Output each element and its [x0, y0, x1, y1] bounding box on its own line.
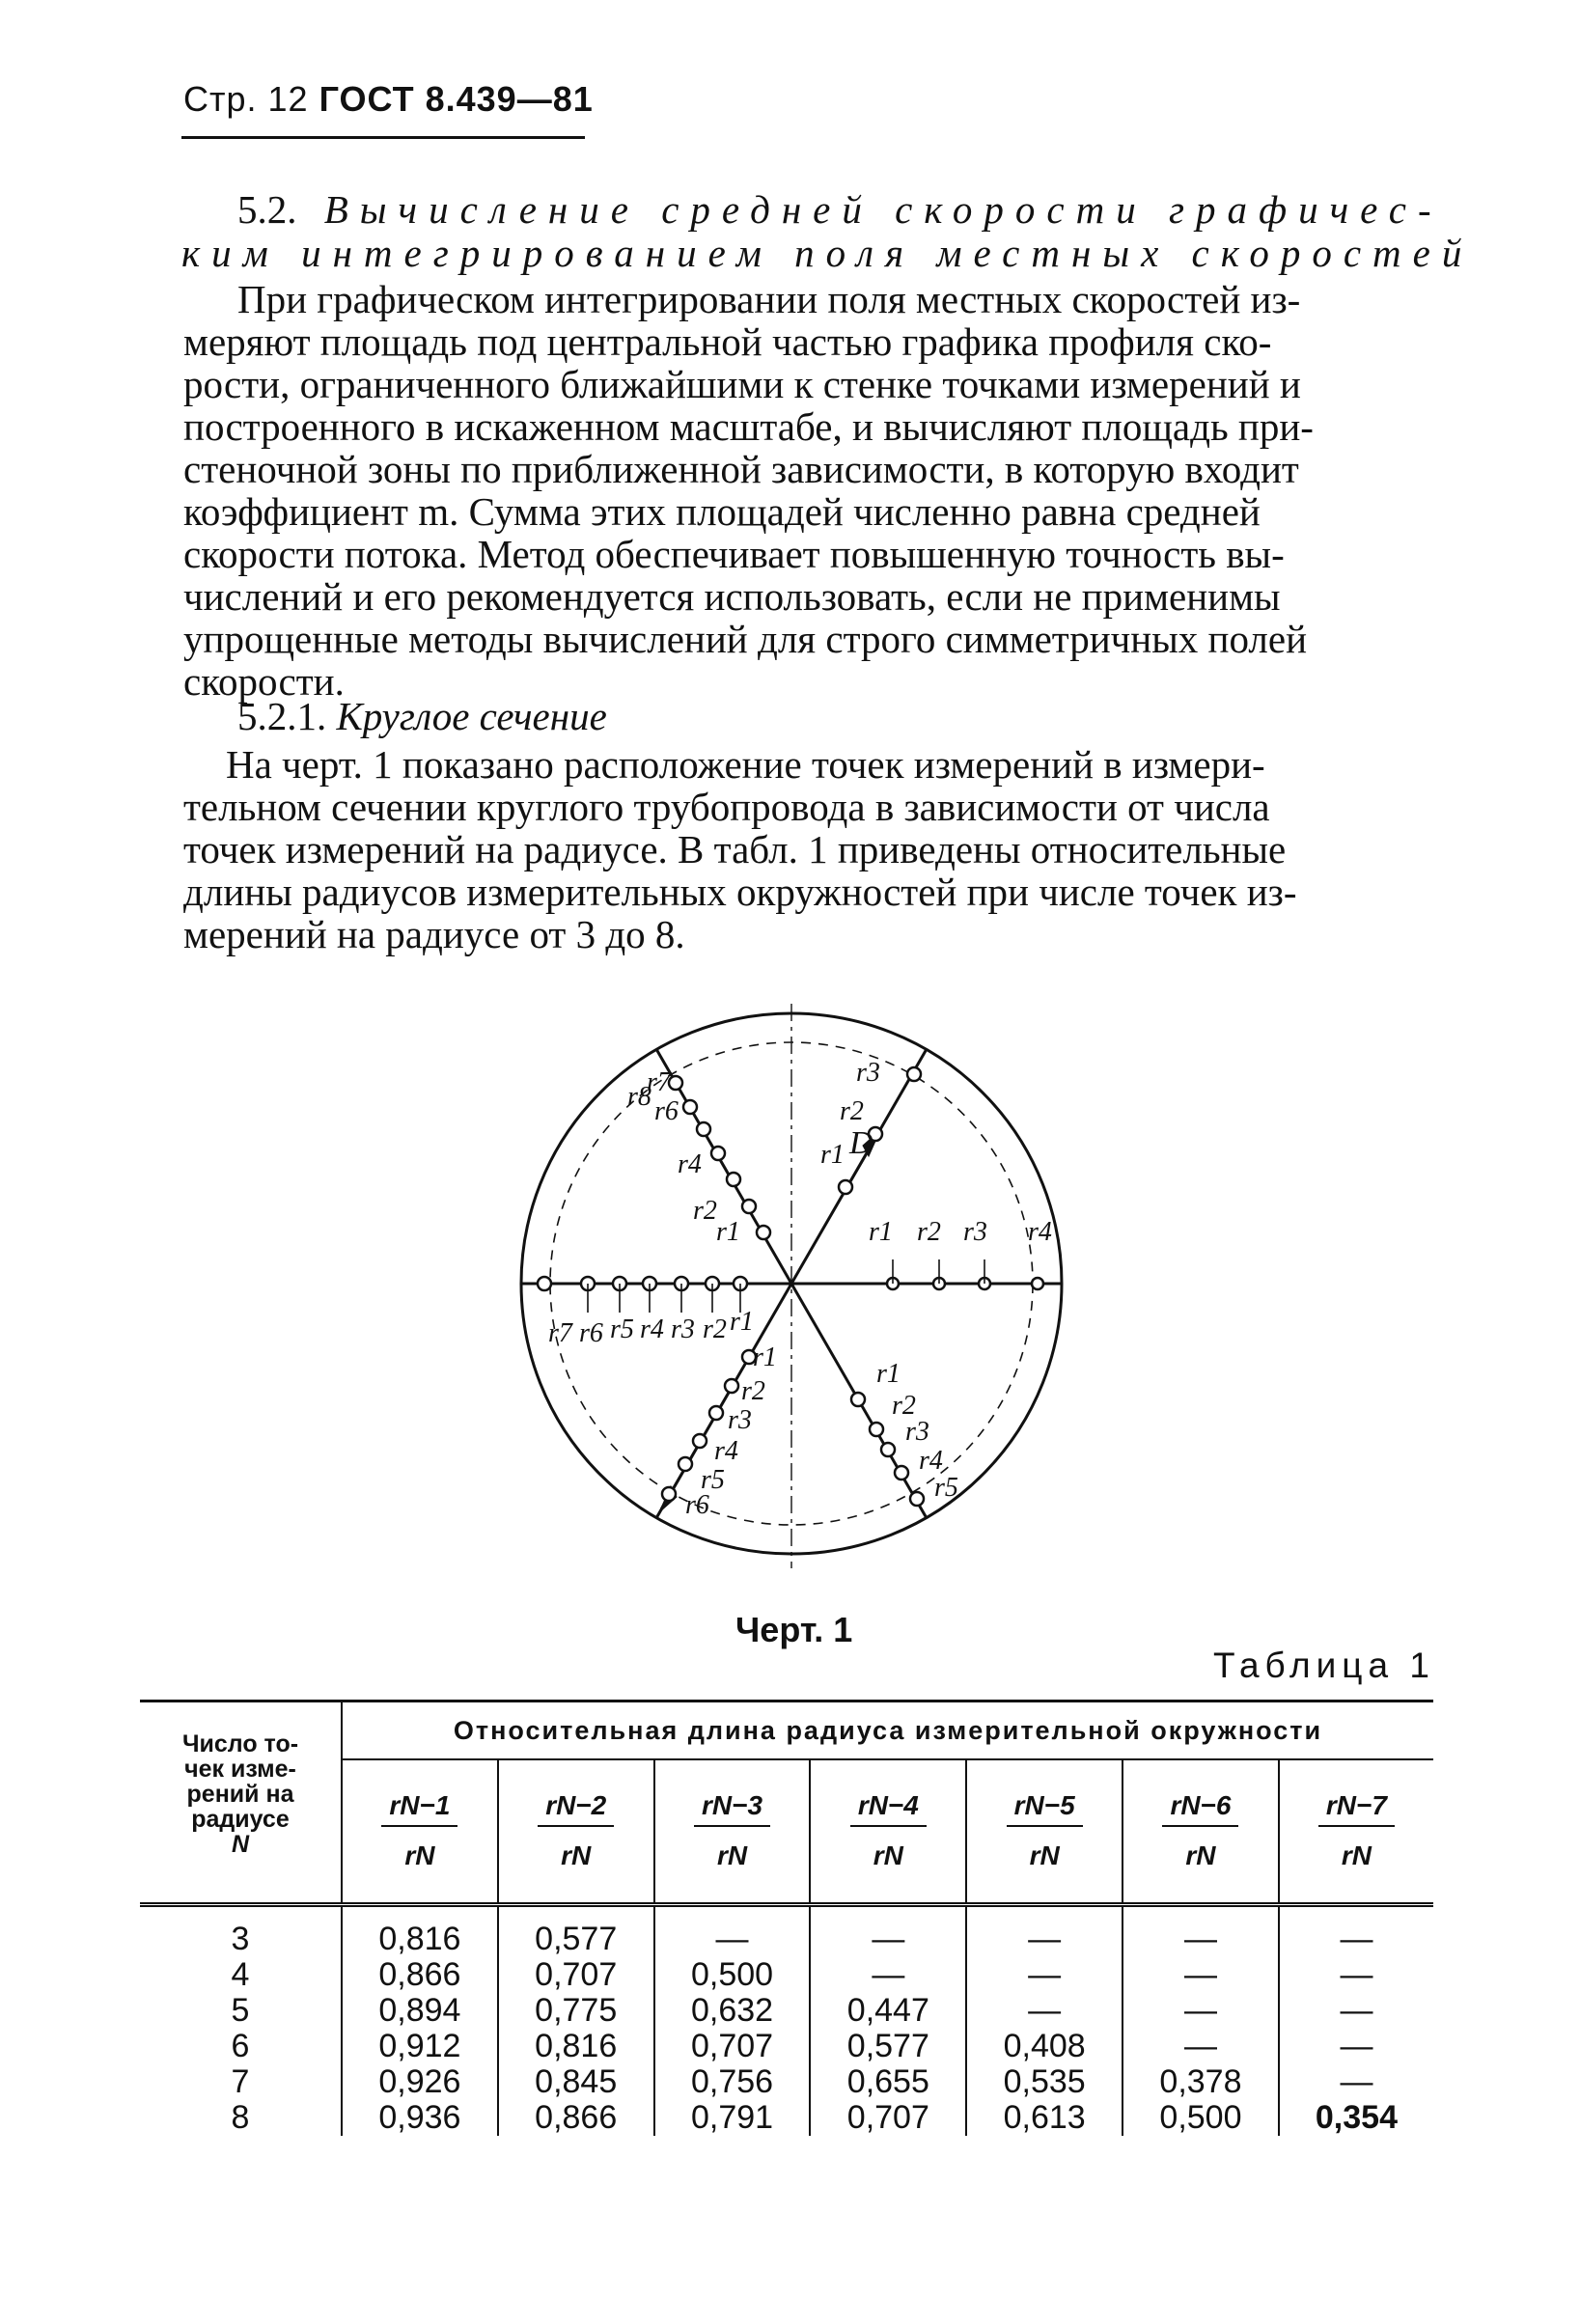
column-header	[342, 1759, 498, 1904]
table-cell: —	[810, 1957, 966, 1993]
group-header: Относительная длина радиуса измерительной окружности	[342, 1702, 1433, 1760]
table-cell: 0,354	[1315, 2099, 1398, 2136]
paragraph-line: На черт. 1 показано расположение точек измерений в измери-	[226, 742, 1265, 787]
column-denominator: rN	[561, 1840, 592, 1871]
label-r2: r2	[703, 1314, 727, 1344]
column-denominator: rN	[716, 1840, 748, 1871]
table-cell: 5	[140, 1993, 342, 2029]
measurement-point	[683, 1100, 697, 1114]
table-cell: 0,845	[498, 2064, 654, 2100]
measurement-point	[711, 1147, 725, 1160]
table-cell: —	[966, 1993, 1123, 2029]
table-cell: 0,577	[810, 2029, 966, 2064]
subsection-heading	[237, 693, 607, 739]
label-r4: r4	[919, 1446, 943, 1476]
row-header-line: рений на	[186, 1781, 294, 1808]
column-numerator: rN−2	[538, 1790, 614, 1827]
table-cell: 3	[140, 1922, 342, 1957]
table-cell: 0,866	[498, 2100, 654, 2136]
paragraph-line: меряют площадь под центральной частью графика профиля ско-	[183, 319, 1272, 364]
table-cell: 0,775	[498, 1993, 654, 2029]
table-cell: —	[966, 1957, 1123, 1993]
table-cell: —	[966, 1922, 1123, 1957]
table-cell: —	[1340, 1921, 1373, 1957]
table-cell: 0,655	[810, 2064, 966, 2100]
paragraph-line: числений и его рекомендуется использовать, если не применимы	[183, 574, 1281, 619]
label-r3: r3	[905, 1417, 929, 1447]
table-cell: 0,816	[342, 1922, 498, 1957]
label-r2: r2	[741, 1376, 765, 1406]
table-cell: 0,894	[342, 1993, 498, 2029]
table-cell: —	[654, 1922, 811, 1957]
table-cell: 0,408	[966, 2029, 1123, 2064]
measurement-point	[679, 1457, 692, 1471]
column-numerator: rN−3	[694, 1790, 770, 1827]
header-rule	[181, 136, 585, 139]
table-cell: 0,500	[1123, 2100, 1279, 2136]
label-r3: r3	[856, 1058, 880, 1088]
figure-circular-section	[502, 984, 1081, 1602]
row-header-line: чек изме-	[184, 1756, 296, 1783]
label-r3: r3	[728, 1405, 752, 1435]
label-r6: r6	[654, 1096, 679, 1126]
column-denominator: rN	[873, 1840, 903, 1871]
measurement-point	[881, 1443, 895, 1456]
subsection-number: 5.2.1.	[237, 694, 327, 738]
standard-number: ГОСТ 8.439—81	[319, 79, 594, 119]
table-cell: —	[1123, 1922, 1279, 1957]
label-r1: r1	[876, 1359, 901, 1389]
column-header	[810, 1759, 966, 1904]
paragraph-line: тельном сечении круглого трубопровода в зависимости от числа	[183, 785, 1270, 829]
label-r2: r2	[892, 1391, 916, 1421]
table-cell: 0,500	[654, 1957, 811, 1993]
measurement-point	[839, 1180, 852, 1194]
measurement-point	[895, 1466, 908, 1480]
column-header	[654, 1759, 811, 1904]
paragraph-line: скорости.	[183, 659, 345, 704]
table-cell: 0,791	[654, 2100, 811, 2136]
column-numerator: rN−6	[1162, 1790, 1238, 1827]
label-r1: r1	[730, 1307, 754, 1337]
paragraph-line: точек измерений на радиусе. В табл. 1 приведены относительные	[183, 827, 1287, 872]
label-r7: r7	[548, 1318, 572, 1348]
table-row	[140, 2029, 1433, 2064]
table-cell: —	[1340, 2063, 1373, 2100]
label-r6: r6	[685, 1490, 709, 1520]
figure-caption: Черт. 1	[735, 1610, 853, 1649]
label-r7: r7	[647, 1067, 671, 1097]
subsection-title: Круглое сечение	[336, 694, 607, 738]
paragraph-line: скорости потока. Метод обеспечивает повышенную точность вы-	[183, 532, 1285, 576]
label-diameter: D	[849, 1125, 873, 1161]
measurement-point	[910, 1492, 924, 1506]
table-cell: 0,707	[654, 2029, 811, 2064]
table-cell: 0,936	[342, 2100, 498, 2136]
table-cell: 0,926	[342, 2064, 498, 2100]
label-r3: r3	[963, 1217, 987, 1247]
paragraph-line: коэффициент m. Сумма этих площадей численно равна средней	[183, 489, 1261, 534]
column-numerator: rN−5	[1007, 1790, 1083, 1827]
table-row	[140, 1922, 1433, 1957]
label-r8: r8	[627, 1082, 651, 1112]
label-r5: r5	[610, 1314, 634, 1344]
table-cell: 0,816	[498, 2029, 654, 2064]
label-r2: r2	[917, 1217, 941, 1247]
paragraph-line: рости, ограниченного ближайшими к стенке точками измерений и	[183, 362, 1301, 406]
measurement-point	[907, 1067, 921, 1081]
table-row	[140, 1993, 1433, 2029]
column-header	[1123, 1759, 1279, 1904]
table-row	[140, 1957, 1433, 1993]
paragraph-line: мерений на радиусе от 3 до 8.	[183, 912, 685, 956]
table-cell: 0,707	[498, 1957, 654, 1993]
column-header	[1279, 1759, 1433, 1904]
paragraph-line: При графическом интегрировании поля местных скоростей из-	[237, 277, 1301, 321]
table-cell: —	[1123, 2029, 1279, 2064]
measurement-point	[709, 1406, 723, 1420]
section-heading-text-1: Вычисление средней скорости графичес-	[323, 187, 1443, 232]
column-denominator: rN	[1341, 1840, 1372, 1871]
table-cell: 7	[140, 2064, 342, 2100]
measurement-point	[1032, 1278, 1043, 1289]
measurement-point	[757, 1226, 770, 1239]
table-cell: 0,912	[342, 2029, 498, 2064]
label-r4: r4	[678, 1149, 702, 1179]
measurement-point	[851, 1393, 865, 1406]
table-cell: 6	[140, 2029, 342, 2064]
row-header-cell	[140, 1702, 342, 1905]
label-r3: r3	[671, 1314, 695, 1344]
page-label: Стр. 12	[183, 79, 309, 119]
table-title: Таблица 1	[1213, 1646, 1435, 1685]
row-header-line: N	[231, 1831, 250, 1858]
table-cell: —	[1340, 1956, 1373, 1993]
table-cell: 0,707	[810, 2100, 966, 2136]
measurement-point	[725, 1379, 738, 1393]
paragraph-line: стеночной зоны по приближенной зависимости, в которую входит	[183, 447, 1299, 491]
column-denominator: rN	[1185, 1840, 1216, 1871]
table-cell: 0,447	[810, 1993, 966, 2029]
table-row	[140, 2064, 1433, 2100]
column-numerator: rN−1	[381, 1790, 457, 1827]
label-r2: r2	[693, 1196, 717, 1226]
table-cell: —	[810, 1922, 966, 1957]
table-cell: 0,866	[342, 1957, 498, 1993]
table-row	[140, 2100, 1433, 2136]
row-header-line: Число то-	[181, 1730, 299, 1757]
paragraph-line: упрощенные методы вычислений для строго симметричных полей	[183, 617, 1308, 661]
paragraph-line: длины радиусов измерительных окружностей при числе точек из-	[183, 870, 1297, 914]
table-cell: 0,535	[966, 2064, 1123, 2100]
section-heading-line-2: ким интегрированием поля местных скоростей	[181, 231, 1474, 275]
measurement-point	[697, 1122, 710, 1136]
column-header	[498, 1759, 654, 1904]
table-cell: 4	[140, 1957, 342, 1993]
paragraph-line: построенного в искаженном масштабе, и вычисляют площадь при-	[183, 404, 1314, 449]
label-r1: r1	[869, 1217, 893, 1247]
page-header	[183, 79, 594, 120]
table-cell: 8	[140, 2100, 342, 2136]
label-r4: r4	[1028, 1217, 1052, 1247]
label-r5: r5	[701, 1465, 725, 1495]
label-r4: r4	[714, 1436, 738, 1466]
label-r1: r1	[753, 1342, 777, 1372]
column-header	[966, 1759, 1123, 1904]
column-numerator: rN−4	[850, 1790, 927, 1827]
table-cell: —	[1340, 1992, 1373, 2029]
measurement-point	[870, 1423, 883, 1436]
table-cell: 0,632	[654, 1993, 811, 2029]
section-number: 5.2.	[237, 187, 297, 232]
measurement-point	[693, 1434, 707, 1448]
table-cell: 0,756	[654, 2064, 811, 2100]
table-cell: 0,613	[966, 2100, 1123, 2136]
column-numerator: rN−7	[1318, 1790, 1395, 1827]
label-r1: r1	[716, 1217, 740, 1247]
section-heading-line-1	[237, 186, 1443, 233]
label-r5: r5	[934, 1473, 958, 1503]
table-cell: 0,378	[1123, 2064, 1279, 2100]
table-cell: 0,577	[498, 1922, 654, 1957]
measurement-point	[662, 1487, 676, 1501]
label-r4: r4	[640, 1314, 664, 1344]
measurement-point	[538, 1277, 551, 1290]
label-r6: r6	[579, 1318, 603, 1348]
table-cell: —	[1123, 1993, 1279, 2029]
label-r2: r2	[840, 1096, 864, 1126]
measurement-point	[742, 1200, 756, 1213]
table-cell: —	[1123, 1957, 1279, 1993]
column-denominator: rN	[404, 1840, 435, 1871]
table-cell: —	[1340, 2028, 1373, 2064]
radius-table	[140, 1700, 1433, 2136]
column-denominator: rN	[1029, 1840, 1060, 1871]
label-r1: r1	[820, 1140, 845, 1170]
measurement-point	[669, 1076, 682, 1090]
measurement-point	[727, 1173, 740, 1186]
table-body	[140, 1904, 1433, 2136]
row-header-line: радиусе	[191, 1806, 290, 1833]
